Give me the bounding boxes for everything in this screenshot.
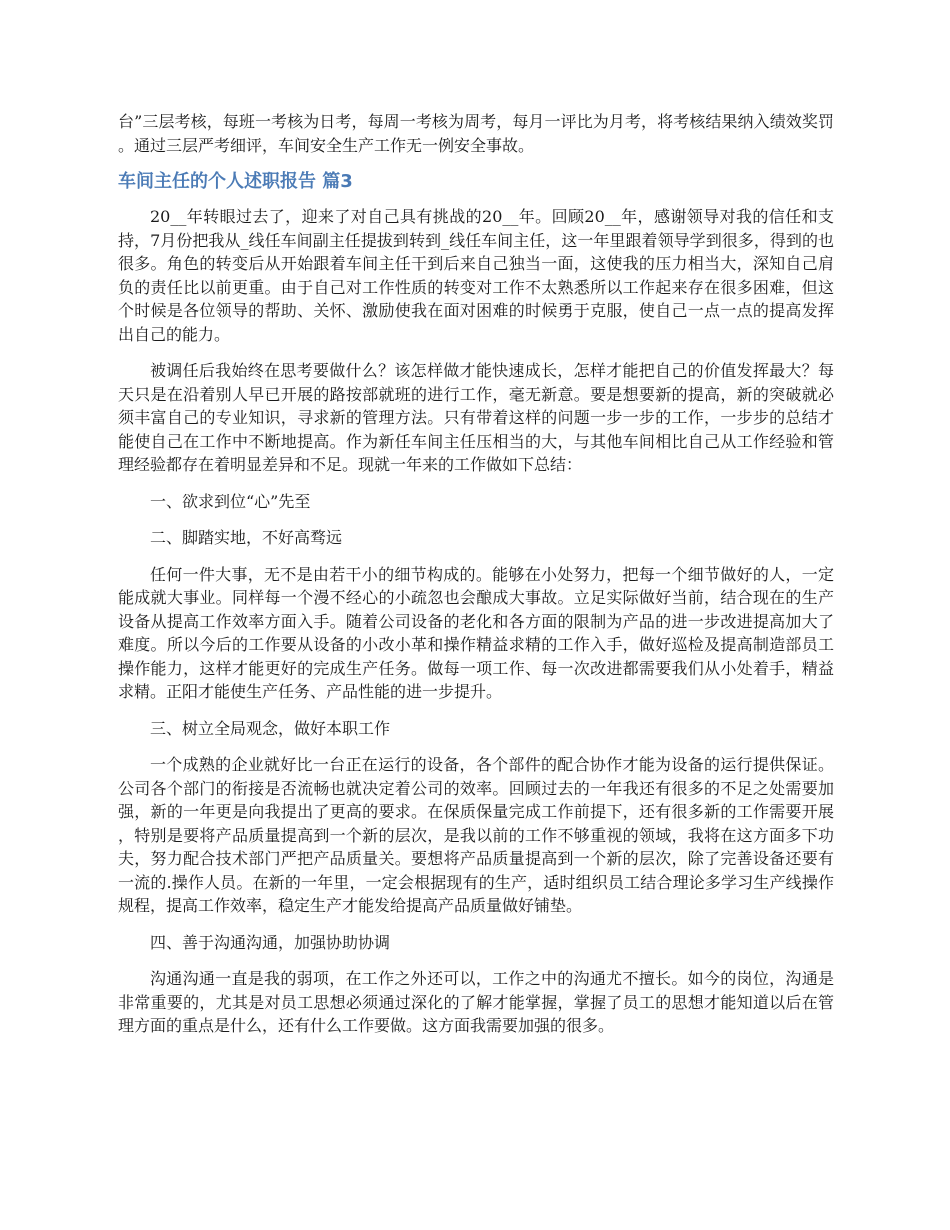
body-paragraph: 任何一件大事，无不是由若干小的细节构成的。能够在小处努力，把每一个细节做好的人，一定能成就大事业。同样每一个漫不经心的小疏忽也会酿成大事故。立足实际做好当前，结合现在的生产设备从提高工作效率方面入手。随着公司设备的老化和各方面的限制为产品的进一步改进提高加大了难度。所以今后的工作要从设备的小改小革和操作精益求精的工作入手，做好巡检及提高制造部员工操作能力，这样才能更好的完成生产任务。做每一项工作、每一次改进都需要我们从小处着手，精益求精。正阳才能使生产任务、产品性能的进一步提升。 [118, 564, 834, 701]
section-heading: 车间主任的个人述职报告 篇3 [118, 171, 353, 192]
section-subheading: 三、树立全局观念，做好本职工作 [150, 718, 391, 738]
body-paragraph: 沟通沟通一直是我的弱项，在工作之外还可以，工作之中的沟通尤不擅长。如今的岗位，沟通是非常重要的，尤其是对员工思想必须通过深化的了解才能掌握，掌握了员工的思想才能知道以后在管理方面的重点是什么，还有什么工作要做。这方面我需要加强的很多。 [118, 969, 834, 1035]
body-paragraph: 20__年转眼过去了，迎来了对自己具有挑战的20__年。回顾20__年，感谢领导对我的信任和支持，7月份把我从_线任车间副主任提拔到转到_线任车间主任，这一年里跟着领导学到很多，得到的也很多。角色的转变后从开始跟着车间主任干到后来自己独当一面，这使我的压力相当大，深知自己肩负的责任比以前更重。由于自己对工作性质的转变对工作不太熟悉所以工作起来存在很多困难，但这个时候是各位领导的帮助、关怀、激励使我在面对困难的时候勇于克服，使自己一点一点的提高发挥出自己的能力。 [118, 207, 834, 344]
body-paragraph: 被调任后我始终在思考要做什么？该怎样做才能快速成长，怎样才能把自己的价值发挥最大？每天只是在沿着别人早已开展的路按部就班的进行工作，毫无新意。要是想要新的提高，新的突破就必须丰富自己的专业知识，寻求新的管理方法。只有带着这样的问题一步一步的工作，一步步的总结才能使自己在工作中不断地提高。作为新任车间主任压相当的大，与其他车间相比自己从工作经验和管理经验都存在着明显差异和不足。现就一年来的工作做如下总结： [118, 361, 834, 474]
document-body [118, 110, 834, 1051]
body-paragraph: 一个成熟的企业就好比一台正在运行的设备，各个部件的配合协作才能为设备的运行提供保证。公司各个部门的衔接是否流畅也就决定着公司的效率。回顾过去的一年我还有很多的不足之处需要加强，新的一年更是向我提出了更高的要求。在保质保量完成工作前提下，还有很多新的工作需要开展，特别是要将产品质量提高到一个新的层次，是我以前的工作不够重视的领域，我将在这方面多下功夫，努力配合技术部门严把产品质量关。要想将产品质量提高到一个新的层次，除了完善设备还要有一流的.操作人员。在新的一年里，一定会根据现有的生产，适时组织员工结合理论多学习生产线操作规程，提高工作效率，稳定生产才能发给提高产品质量做好铺垫。 [118, 755, 834, 915]
section-subheading: 二、脚踏实地，不好高骛远 [150, 528, 343, 547]
intro-continuation-paragraph: 台”三层考核，每班一考核为日考，每周一考核为周考，每月一评比为月考，将考核结果纳入绩效奖罚。通过三层严考细评，车间安全生产工作无一例安全事故。 [118, 112, 834, 155]
section-subheading: 四、善于沟通沟通，加强协助协调 [150, 932, 391, 952]
section-subheading: 一、欲求到位“心”先至 [150, 491, 311, 511]
